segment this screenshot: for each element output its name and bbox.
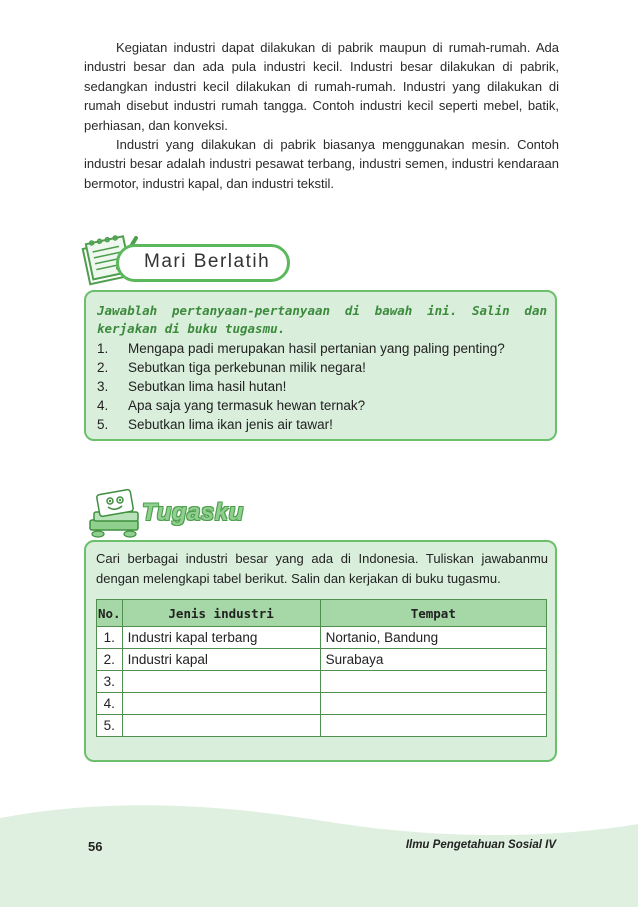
row-number: 5. xyxy=(97,715,123,737)
row-number: 3. xyxy=(97,671,123,693)
industry-cell: Industri kapal xyxy=(122,649,320,671)
books-mascot-icon xyxy=(84,486,146,540)
column-header: Jenis industri xyxy=(122,600,320,627)
book-title: Ilmu Pengetahuan Sosial IV xyxy=(405,839,556,851)
question-list xyxy=(97,339,547,434)
location-cell xyxy=(320,671,546,693)
paragraph: Kegiatan industri dapat dilakukan di pabrik maupun di rumah-rumah. Ada industri besar dan ada pula industri kecil. Industri besar dilakukan di pabrik, sedangkan industri kecil dilakukan di rumah-rumah. Industri yang dilakukan di rumah disebut industri rumah tangga. Contoh industri kecil seperti mebel, batik, perhiasan, dan konveksi. xyxy=(84,40,559,133)
task-instruction: Cari berbagai industri besar yang ada di Indonesia. Tuliskan jawabanmu dengan melengkapi tabel berikut. Salin dan kerjakan di buku tugasmu. xyxy=(96,551,548,586)
industry-cell xyxy=(122,671,320,693)
table-row xyxy=(97,671,547,693)
table-row xyxy=(97,693,547,715)
table-header-row xyxy=(97,600,547,627)
row-number: 4. xyxy=(97,693,123,715)
location-cell xyxy=(320,715,546,737)
table-row xyxy=(97,715,547,737)
industry-table xyxy=(96,599,547,737)
list-item: 3. Sebutkan lima hasil hutan! xyxy=(97,379,287,394)
industry-cell: Industri kapal terbang xyxy=(122,627,320,649)
list-item: 5. Sebutkan lima ikan jenis air tawar! xyxy=(97,417,333,432)
paragraph: Industri yang dilakukan di pabrik biasanya menggunakan mesin. Contoh industri besar adalah industri pesawat terbang, industri semen, industri kendaraan bermotor, industri kapal, dan industri tekstil. xyxy=(84,137,559,191)
mari-berlatih-title: Mari Berlatih xyxy=(144,251,271,272)
list-item: 2. Sebutkan tiga perkebunan milik negara! xyxy=(97,360,366,375)
intro-text xyxy=(84,38,559,193)
location-cell: Surabaya xyxy=(320,649,546,671)
industry-cell xyxy=(122,715,320,737)
exercise-instruction: Jawablah pertanyaan-pertanyaan di bawah ini. Salin dan kerjakan di buku tugasmu. xyxy=(97,303,547,336)
column-header: Tempat xyxy=(320,600,546,627)
list-item: 4. Apa saja yang termasuk hewan ternak? xyxy=(97,398,366,413)
location-cell: Nortanio, Bandung xyxy=(320,627,546,649)
page-number: 56 xyxy=(88,839,103,854)
list-item: 1. Mengapa padi merupakan hasil pertanian yang paling penting? xyxy=(97,341,505,356)
industry-cell xyxy=(122,693,320,715)
location-cell xyxy=(320,693,546,715)
row-number: 2. xyxy=(97,649,123,671)
column-header: No. xyxy=(97,600,123,627)
table-row xyxy=(97,649,547,671)
table-row xyxy=(97,627,547,649)
tugasku-title: Tugasku xyxy=(142,499,244,526)
row-number: 1. xyxy=(97,627,123,649)
